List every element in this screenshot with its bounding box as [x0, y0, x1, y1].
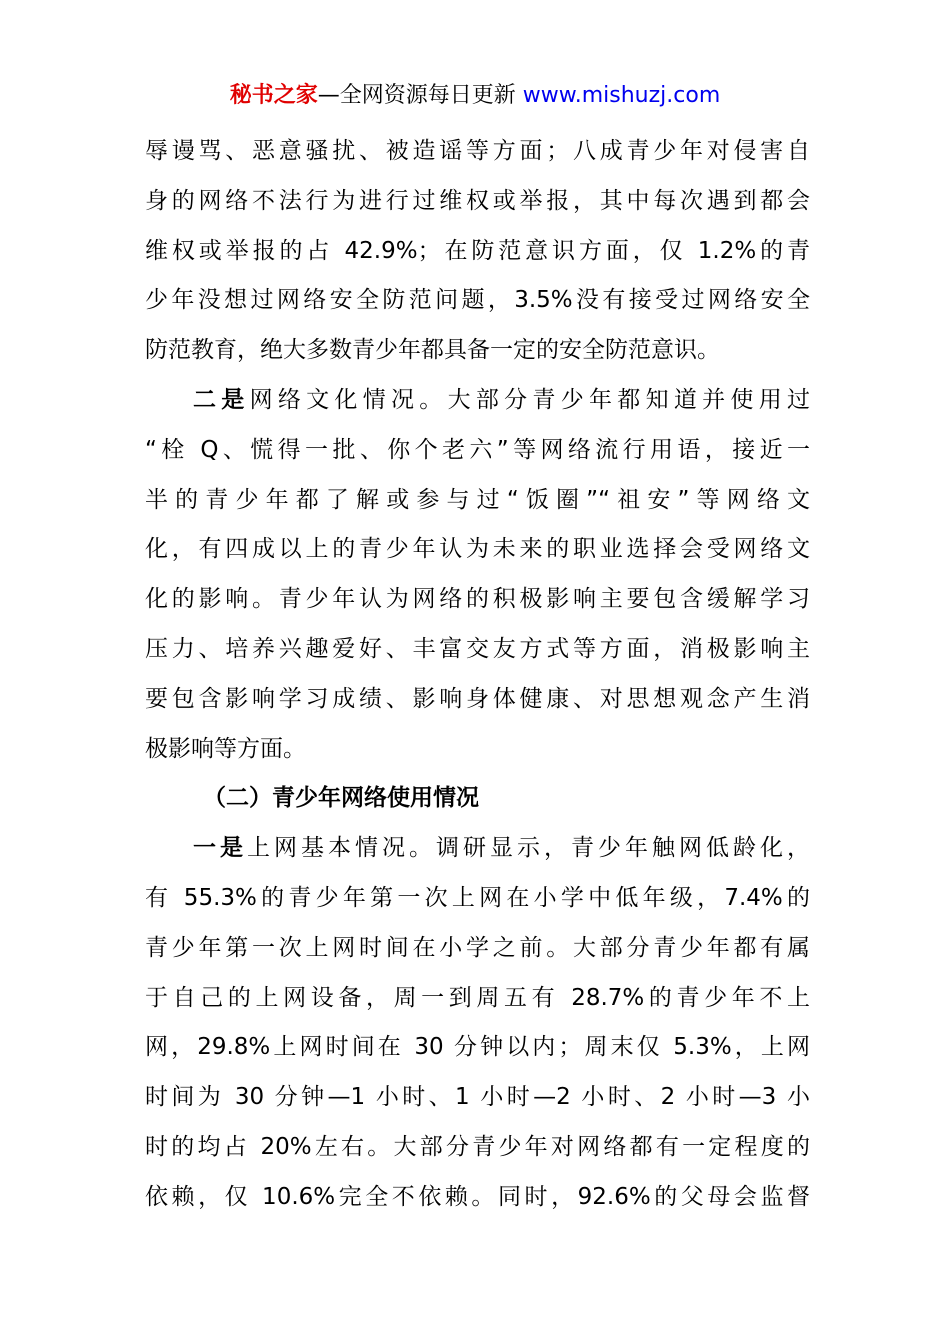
text-line: 维权或举报的占 42.9%；在防范意识方面，仅 1.2%的青: [145, 237, 810, 264]
text-line: 有 55.3%的青少年第一次上网在小学中低年级，7.4%的: [145, 884, 810, 911]
site-url-link[interactable]: www.mishuzj.com: [522, 83, 721, 108]
text-line: 辱谩骂、恶意骚扰、被造谣等方面；八成青少年对侵害自: [145, 138, 810, 164]
paragraph-network-safety: [145, 127, 810, 376]
text-line: 化，有四成以上的青少年认为未来的职业选择会受网络文: [145, 536, 810, 563]
paragraph-network-culture: [145, 376, 810, 774]
text-line: 依赖，仅 10.6%完全不依赖。同时，92.6%的父母会监督: [145, 1183, 810, 1210]
paragraph-lead: 一是: [193, 835, 247, 862]
text-line: 网，29.8%上网时间在 30 分钟以内；周末仅 5.3%，上网: [145, 1034, 810, 1061]
header-tagline: —全网资源每日更新: [317, 83, 523, 108]
text-line: 青少年第一次上网时间在小学之前。大部分青少年都有属: [145, 934, 810, 961]
text-line: 压力、培养兴趣爱好、丰富交友方式等方面，消极影响主: [145, 635, 810, 662]
text-line: 极影响等方面。: [145, 735, 306, 762]
section-subheading-block: [145, 774, 810, 824]
text-line-first: [145, 376, 810, 426]
text-line: 化的影响。青少年认为网络的积极影响主要包含缓解学习: [145, 586, 810, 613]
text-line-first: [145, 824, 810, 874]
text-line: “栓 Q、慌得一批、你个老六”等网络流行用语，接近一: [145, 436, 810, 463]
text-line: 时间为 30 分钟—1 小时、1 小时—2 小时、2 小时—3 小: [145, 1084, 810, 1111]
paragraph-lead: 二是: [193, 386, 250, 413]
section-subheading: （二）青少年网络使用情况: [203, 785, 479, 812]
text-line: 时的均占 20%左右。大部分青少年对网络都有一定程度的: [145, 1133, 810, 1160]
text-line: 身的网络不法行为进行过维权或举报，其中每次遇到都会: [145, 187, 810, 214]
paragraph-first-text: 网络文化情况。大部分青少年都知道并使用过: [249, 386, 811, 413]
paragraph-internet-usage: [145, 824, 810, 1222]
text-line: 防范教育，绝大多数青少年都具备一定的安全防范意识。: [145, 337, 720, 364]
site-header: [0, 80, 950, 112]
paragraph-first-text: 上网基本情况。调研显示，青少年触网低龄化，: [247, 835, 810, 862]
text-line: 要包含影响学习成绩、影响身体健康、对思想观念产生消: [145, 685, 810, 712]
text-line: 少年没想过网络安全防范问题，3.5%没有接受过网络安全: [145, 287, 810, 314]
brand-name: 秘书之家: [229, 83, 318, 108]
document-body: [145, 127, 810, 1223]
text-line: 半的青少年都了解或参与过“饭圈”“祖安”等网络文: [145, 486, 810, 513]
text-line: 于自己的上网设备，周一到周五有 28.7%的青少年不上: [145, 984, 810, 1011]
